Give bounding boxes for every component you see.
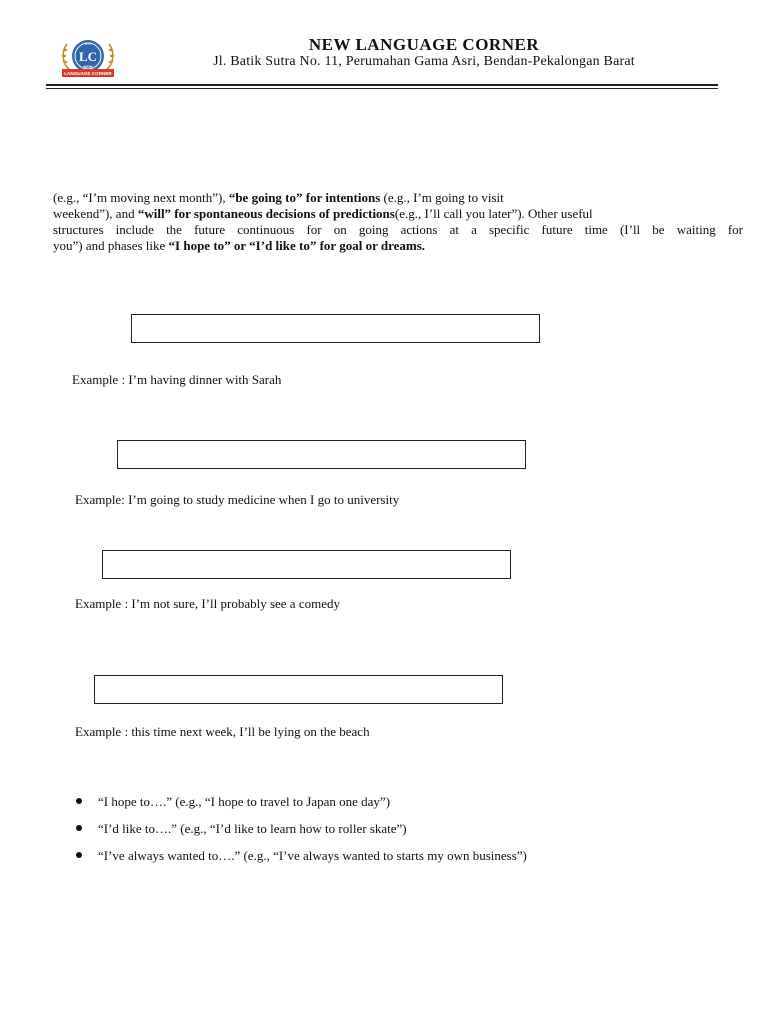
svg-text:LC: LC (78, 49, 98, 64)
intro-line: structures include the future continuous for on going actions at a specific future time (I’ll be waiting for (53, 222, 743, 237)
example-2: Example: I’m going to study medicine when I go to university (75, 492, 400, 507)
svg-text:LANGUAGE CORNER: LANGUAGE CORNER (64, 71, 112, 76)
example-3: Example : I’m not sure, I’ll probably see a comedy (75, 596, 340, 611)
list-item: “I hope to….” (e.g., “I hope to travel to Japan one day”) (76, 794, 527, 821)
list-item: “I’d like to….” (e.g., “I’d like to learn how to roller skate”) (76, 821, 527, 848)
answer-box-3[interactable] (102, 550, 511, 579)
intro-line: weekend”), and “will” for spontaneous decisions of predictions(e.g., I’ll call you later”). Other useful (53, 206, 593, 221)
answer-box-1[interactable] (131, 314, 540, 343)
bullet-icon (76, 825, 82, 831)
header-divider (46, 84, 718, 86)
phrase-list (76, 794, 527, 875)
intro-paragraph (53, 190, 743, 254)
intro-line: you”) and phases like “I hope to” or “I’d like to” for goal or dreams. (53, 238, 426, 253)
answer-box-4[interactable] (94, 675, 503, 704)
svg-text:NEW: NEW (83, 64, 93, 69)
school-address: Jl. Batik Sutra No. 11, Perumahan Gama Asri, Bendan-Pekalongan Barat (213, 54, 635, 69)
answer-box-2[interactable] (117, 440, 526, 469)
intro-line: (e.g., “I’m moving next month”), “be going to” for intentions (e.g., I’m going to visit (53, 190, 504, 205)
example-4: Example : this time next week, I’ll be lying on the beach (75, 724, 370, 739)
bullet-icon (76, 852, 82, 858)
list-item: “I’ve always wanted to….” (e.g., “I’ve always wanted to starts my own business”) (76, 848, 527, 875)
example-1: Example : I’m having dinner with Sarah (72, 372, 282, 387)
svg-text:ILC: ILC (84, 41, 92, 46)
page-title: NEW LANGUAGE CORNER (308, 35, 540, 54)
header-divider-thin (46, 88, 718, 89)
bullet-icon (76, 798, 82, 804)
